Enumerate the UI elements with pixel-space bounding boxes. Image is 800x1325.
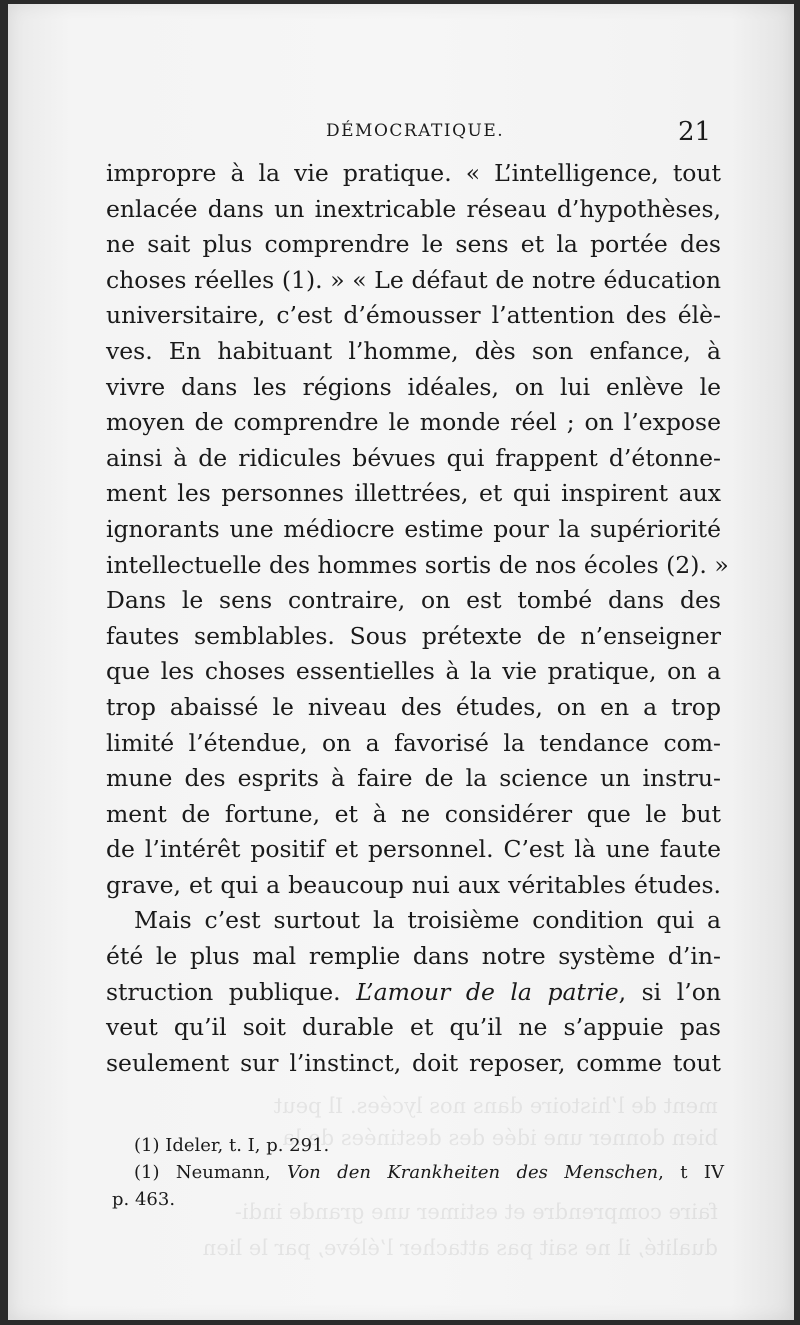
text-line: été le plus mal remplie dans notre système d’in- [106,942,721,971]
text-line: enlacée dans un inextricable réseau d’hypothèses, [106,194,721,223]
text-line: ne sait plus comprendre le sens et la portée des [106,230,721,259]
text-line: limité l’étendue, on a favorisé la tendance com- [106,728,721,757]
text-line: ves. En habituant l’homme, dès son enfance, à [106,336,721,365]
text-line: impropre à la vie pratique. « L’intelligence, tout [106,159,721,187]
text-line: Mais c’est surtout la troisième condition qui a [134,906,721,935]
text-span: , si l’on [618,977,721,1006]
show-through-text: faire comprendre et estimer une grande indi- [234,1200,718,1224]
text-line: vivre dans les régions idéales, on lui enlève le [106,372,721,401]
text-line: ment les personnes illettrées, et qui inspirent aux [106,479,721,508]
text-span: struction publique. [106,977,341,1006]
text-line: intellectuelle des hommes sortis de nos écoles (2). » [106,550,729,579]
text-line: universitaire, c’est d’émousser l’attention des élè- [106,301,721,330]
emphasis-text: L’amour de la patrie [356,977,619,1006]
page-header [8,117,794,147]
text-line-with-emphasis [106,975,721,1011]
text-line: que les choses essentielles à la vie pratique, on a [106,657,721,686]
footnote-title: Von den Krankheiten des Menschen [287,1162,659,1183]
text-line: Dans le sens contraire, on est tombé dans des [106,586,721,615]
text-line: ainsi à de ridicules bévues qui frappent d’étonne- [106,443,721,472]
text-line: de l’intérêt positif et personnel. C’est là une faute [106,835,721,864]
text-line: grave, et qui a beaucoup nui aux véritables études. [106,870,721,899]
text-line: fautes semblables. Sous prétexte de n’enseigner [106,621,721,650]
footnote-volume: , t IV [658,1162,724,1183]
text-line: moyen de comprendre le monde réel ; on l’expose [106,408,721,437]
text-line: seulement sur l’instinct, doit reposer, comme tout [106,1048,721,1077]
footnote-1: (1) Ideler, t. I, p. 291. [134,1135,330,1156]
show-through-text: bien donner une idée des destinées de la [282,1126,718,1150]
page-number: 21 [678,117,712,147]
show-through-text: ment de l’histoire dans nos lycées. Il peut [273,1094,718,1118]
book-page [8,4,794,1320]
footnotes [112,1132,724,1213]
text-line: ignorants une médiocre estime pour la supériorité [106,514,721,543]
show-through-text: dualité, il ne sait pas attacher l’élève, par le lien [202,1236,718,1260]
footnote-2-continuation: p. 463. [112,1189,176,1210]
text-line: mune des esprits à faire de la science un instru- [106,764,721,793]
footnote-2 [112,1159,724,1186]
running-head: DÉMOCRATIQUE. [326,121,505,141]
text-line: ment de fortune, et à ne considérer que le but [106,799,721,828]
text-line: trop abaissé le niveau des études, on en a trop [106,692,721,721]
body-text [106,156,729,1081]
footnote-author: (1) Neumann, [134,1162,271,1183]
text-line: veut qu’il soit durable et qu’il ne s’appuie pas [106,1013,721,1042]
text-line: choses réelles (1). » « Le défaut de notre éducation [106,265,721,294]
